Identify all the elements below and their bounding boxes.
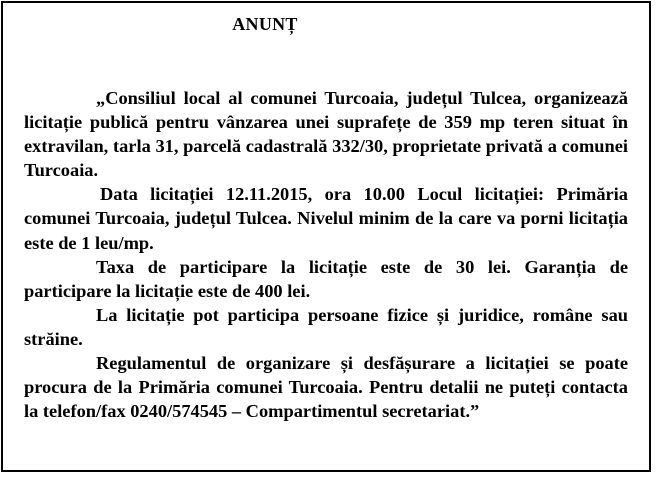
paragraph-participation-fee: Taxa de participare la licitație este de 30 lei. Garanția de participare la licitație este de 400 lei.: [24, 256, 628, 301]
paragraph-eligible-participants: La licitație pot participa persoane fizice și juridice, române sau străine.: [24, 304, 628, 349]
paragraph-auction-intro: „Consiliul local al comunei Turcoaia, județul Tulcea, organizează licitație publică pentru vânzarea unei suprafețe de 359 mp teren situat în extravilan, tarla 31, parcelă cadastrală 332/30, proprietate privată a comunei Turcoaia.: [24, 88, 628, 181]
paragraph-auction-date-place: Data licitației 12.11.2015, ora 10.00 Locul licitației: Primăria comunei Turcoaia, județul Tulcea. Nivelul minim de la care va porni licitația este de 1 leu/mp.: [24, 184, 628, 253]
announcement-body: [24, 86, 628, 423]
announcement-title: ANUNȚ: [232, 14, 298, 34]
paragraph-regulations-contact: Regulamentul de organizare și desfășurare a licitației se poate procura de la Primăria comunei Turcoaia. Pentru detalii ne puteți contacta la telefon/fax 0240/574545 – Compartimentul secretariat.”: [24, 353, 628, 422]
